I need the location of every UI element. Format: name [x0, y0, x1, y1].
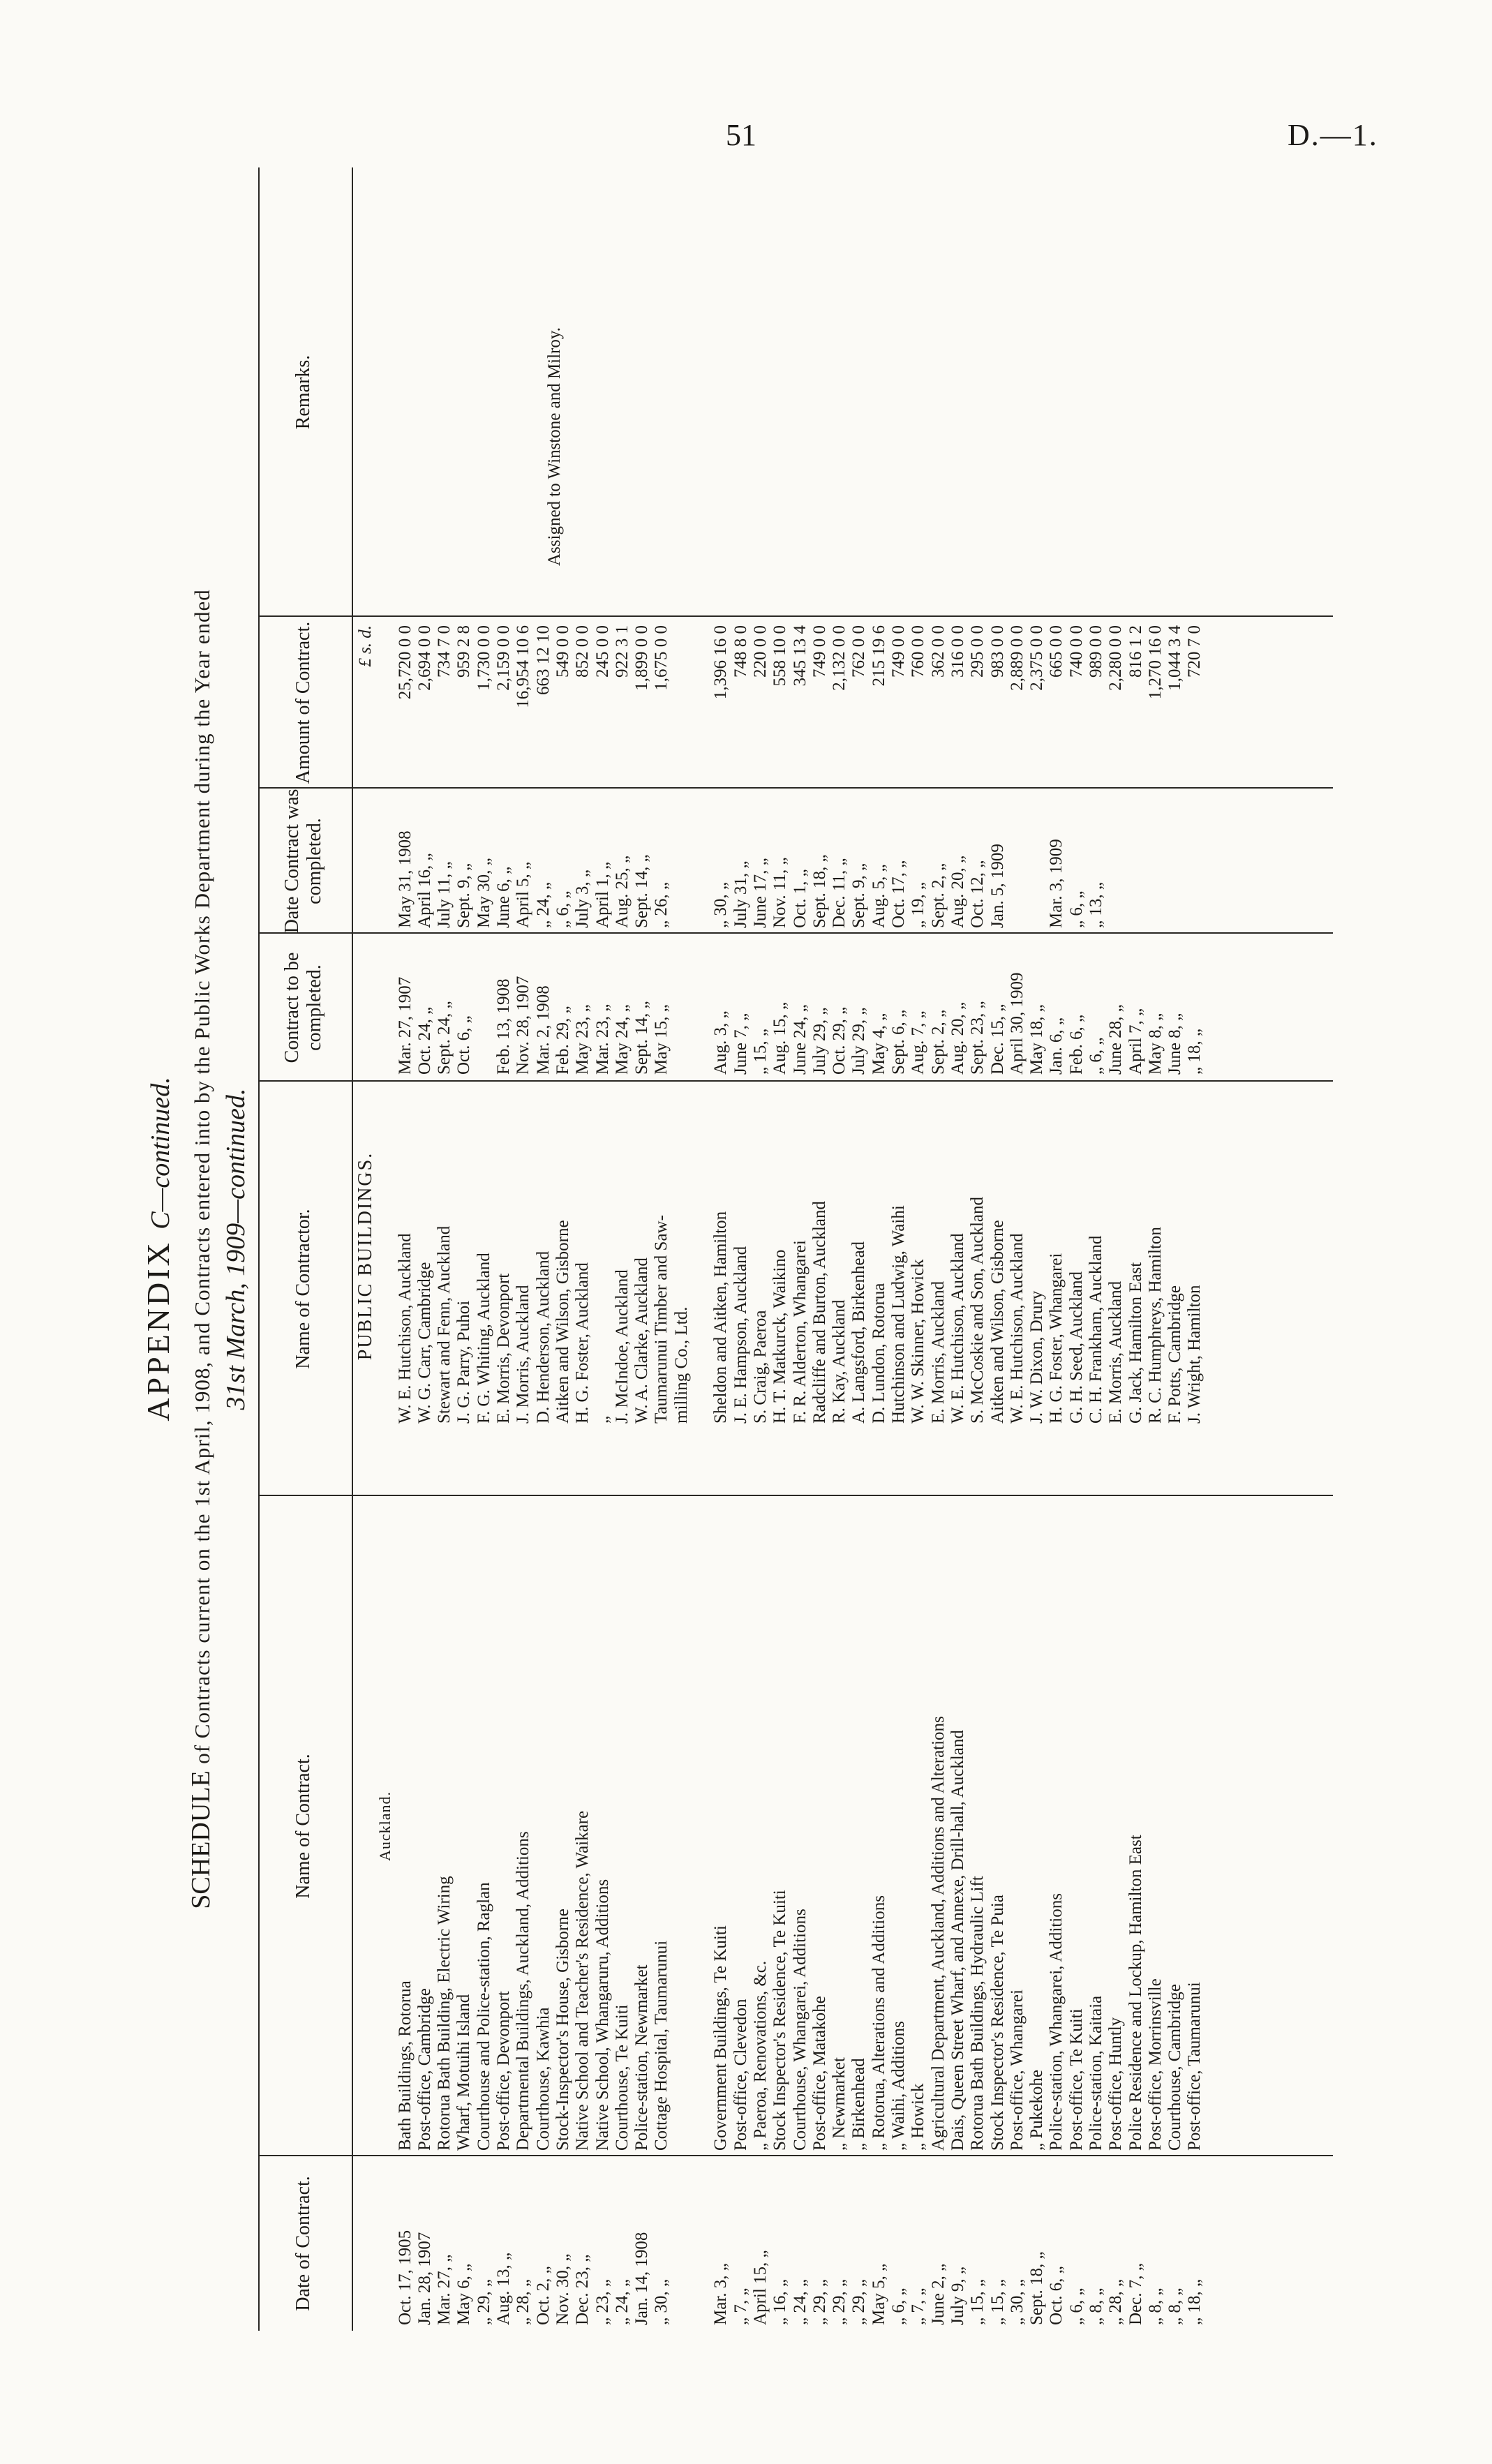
amount-cell: 16,954 10 6: [514, 625, 533, 708]
contract-name-cell: Courthouse and Police-station, Raglan: [474, 1882, 493, 2151]
date-cell: „ 29, „: [810, 2279, 829, 2325]
amount-cell: 295 0 0: [968, 625, 987, 678]
completed-cell: Sept. 9, „: [849, 863, 869, 928]
contractor-cell: F. R. Alderton, Whangarei: [790, 1240, 810, 1424]
contractor-cell: R. C. Humphreys, Hamilton: [1145, 1227, 1165, 1424]
completed-cell: May 31, 1908: [395, 830, 415, 928]
completed-cell: Nov. 11, „: [770, 857, 790, 928]
date-cell: „ 8, „: [1165, 2287, 1185, 2325]
amount-cell: 220 0 0: [750, 625, 770, 678]
subtitle-line-1-text: of Contracts current on the 1st April, 1908, and Contracts entered into by the Public Works Department during the Year ended: [190, 589, 214, 1764]
date-cell: „ 30, „: [652, 2279, 671, 2325]
contract-name-cell: Cottage Hospital, Taumarunui: [652, 1940, 671, 2151]
contractor-cell: E. Morris, Auckland: [1106, 1280, 1126, 1424]
to-be-completed-cell: Sept. 2, „: [928, 1009, 948, 1075]
completed-cell: „ 6, „: [1066, 890, 1086, 928]
completed-cell: July 11, „: [435, 861, 454, 928]
table-row: [948, 167, 968, 2331]
to-be-completed-cell: Aug. 20, „: [948, 1001, 967, 1075]
date-cell: Oct. 2, „: [533, 2266, 553, 2325]
to-be-completed-cell: April 7, „: [1126, 1008, 1145, 1075]
completed-cell: May 30, „: [474, 858, 493, 928]
contract-name-cell: Post-office, Cambridge: [415, 1988, 434, 2151]
completed-cell: Jan. 5, 1909: [987, 844, 1007, 928]
table-row: [1067, 167, 1087, 2331]
amount-cell: 558 10 0: [770, 625, 790, 687]
contract-name-cell: „ Paeroa, Renovations, &c.: [750, 1960, 770, 2151]
table-row: [791, 167, 810, 2331]
date-cell: April 15, „: [750, 2250, 770, 2325]
contractor-cell: W. W. Skinner, Howick: [909, 1259, 928, 1424]
contractor-cell: E. Morris, Devonport: [494, 1273, 514, 1424]
to-be-completed-cell: May 8, „: [1145, 1013, 1165, 1075]
date-cell: „ 8, „: [1145, 2287, 1165, 2325]
completed-cell: „ 26, „: [652, 882, 671, 928]
completed-cell: Aug. 5, „: [869, 864, 888, 928]
amount-cell: 989 0 0: [1086, 625, 1105, 678]
amount-cell: 1,044 3 4: [1165, 625, 1185, 691]
to-be-completed-cell: Oct. 24, „: [415, 1006, 434, 1075]
table-row: [1106, 167, 1126, 2331]
table-row: [396, 167, 415, 2331]
to-be-completed-cell: June 7, „: [731, 1013, 750, 1075]
title-suffix: C—continued.: [146, 1077, 175, 1230]
date-cell: Jan. 28, 1907: [415, 2232, 434, 2325]
date-cell: Jan. 14, 1908: [632, 2232, 652, 2325]
completed-cell: April 1, „: [592, 861, 612, 928]
to-be-completed-cell: Mar. 2, 1908: [533, 985, 553, 1075]
contract-name-cell: Courthouse, Whangarei, Additions: [790, 1909, 810, 2151]
table-row: [849, 167, 869, 2331]
contractor-cell: milling Co., Ltd.: [671, 1306, 691, 1424]
data-rows: [396, 167, 1205, 2331]
row-spacer: [692, 167, 711, 2331]
contract-name-cell: Post-office, Te Kuiti: [1066, 2008, 1086, 2151]
contract-name-cell: Rotorua Bath Building, Electric Wiring: [435, 1876, 454, 2151]
amount-cell: 663 12 10: [533, 625, 553, 695]
contractor-cell: H. T. Matkurck, Waikino: [770, 1249, 790, 1424]
contract-name-cell: Post-office, Huntly: [1106, 2017, 1126, 2151]
header-to-be-completed: Contract to be completed.: [281, 952, 325, 1063]
to-be-completed-cell: May 23, „: [573, 1004, 592, 1075]
table-row: [632, 167, 652, 2331]
title-main: APPENDIX: [140, 1240, 176, 1421]
contract-name-cell: Post-office, Devonport: [494, 1991, 514, 2151]
table-row: [1146, 167, 1165, 2331]
date-cell: „ 7, „: [909, 2287, 928, 2325]
amount-cell: 748 8 0: [731, 625, 750, 678]
to-be-completed-cell: Feb. 13, 1908: [494, 978, 514, 1075]
table-row: [1008, 167, 1027, 2331]
contract-name-cell: Post-office, Taumarunui: [1185, 1982, 1204, 2151]
table-row: [672, 167, 692, 2331]
to-be-completed-cell: July 29, „: [849, 1007, 869, 1075]
table-row: [1027, 167, 1047, 2331]
contract-name-cell: Police Residence and Lockup, Hamilton East: [1126, 1835, 1145, 2151]
contractor-cell: J. Wright, Hamilton: [1185, 1285, 1204, 1424]
date-cell: „ 6, „: [889, 2287, 909, 2325]
region-heading-row: [375, 167, 395, 2331]
completed-cell: Aug. 25, „: [612, 855, 632, 928]
contract-name-cell: Post-office, Matakohe: [810, 1996, 829, 2151]
to-be-completed-cell: Aug. 7, „: [909, 1010, 928, 1075]
table-row: [613, 167, 632, 2331]
header-contract: Name of Contract.: [292, 1754, 314, 1899]
table-row: [751, 167, 770, 2331]
amount-cell: 720 7 0: [1185, 625, 1204, 678]
contractor-cell: Stewart and Fenn, Auckland: [435, 1225, 454, 1424]
completed-cell: Oct. 1, „: [790, 869, 810, 928]
to-be-completed-cell: Sept. 6, „: [889, 1009, 909, 1075]
to-be-completed-cell: July 29, „: [810, 1007, 829, 1075]
currency-header: £ s. d.: [356, 625, 375, 667]
date-cell: „ 29, „: [474, 2279, 493, 2325]
to-be-completed-cell: Feb. 29, „: [553, 1006, 572, 1075]
date-cell: „ 8, „: [1086, 2287, 1105, 2325]
section-auckland: Auckland.: [376, 1791, 394, 1862]
date-cell: July 9, „: [948, 2266, 967, 2325]
contractor-cell: W. A. Clarke, Auckland: [632, 1257, 652, 1424]
completed-cell: Sept. 2, „: [928, 863, 948, 928]
contractor-cell: W. E. Hutchison, Auckland: [395, 1233, 415, 1424]
amount-cell: 2,280 0 0: [1106, 625, 1126, 691]
completed-cell: „ 24, „: [533, 882, 553, 928]
contract-name-cell: Post-office, Whangarei: [1007, 1989, 1027, 2151]
contractor-cell: F. G. Whiting, Auckland: [474, 1253, 493, 1424]
contract-name-cell: Wharf, Motuihi Island: [454, 1994, 474, 2151]
table-row: [573, 167, 592, 2331]
date-cell: Mar. 3, „: [711, 2263, 731, 2325]
amount-cell: 316 0 0: [948, 625, 967, 678]
contractor-cell: J. McIndoe, Auckland: [612, 1269, 632, 1424]
contract-name-cell: Courthouse, Te Kuiti: [612, 2004, 632, 2151]
amount-cell: 2,694 0 0: [415, 625, 434, 691]
contractor-cell: W. G. Carr, Cambridge: [415, 1262, 434, 1424]
date-cell: „ 23, „: [592, 2279, 612, 2325]
amount-cell: 549 0 0: [553, 625, 572, 678]
to-be-completed-cell: Oct. 29, „: [830, 1006, 849, 1075]
completed-cell: June 6, „: [494, 866, 514, 928]
contract-name-cell: Courthouse, Kawhia: [533, 2007, 553, 2151]
to-be-completed-cell: May 24, „: [612, 1004, 632, 1075]
contractor-cell: W. E. Hutchison, Auckland: [1007, 1233, 1027, 1424]
to-be-completed-cell: Dec. 15, „: [987, 1003, 1007, 1075]
completed-cell: Sept. 18, „: [810, 854, 829, 928]
contract-name-cell: Dais, Queen Street Wharf, and Annexe, Drill-hall, Auckland: [948, 1730, 967, 2151]
contractor-cell: H. G. Foster, Whangarei: [1047, 1253, 1066, 1424]
contractor-cell: Aitken and Wilson, Gisborne: [987, 1220, 1007, 1424]
contract-name-cell: „ Pukekohe: [1027, 2070, 1047, 2151]
contract-name-cell: Government Buildings, Te Kuiti: [711, 1925, 731, 2151]
table-row: [514, 167, 533, 2331]
to-be-completed-cell: Oct. 6, „: [454, 1015, 474, 1075]
amount-cell: 983 0 0: [987, 625, 1007, 678]
date-cell: „ 24, „: [612, 2279, 632, 2325]
amount-cell: 362 0 0: [928, 625, 948, 678]
contractor-cell: E. Morris, Auckland: [928, 1280, 948, 1424]
table-row: [810, 167, 830, 2331]
to-be-completed-cell: Nov. 28, 1907: [514, 976, 533, 1075]
amount-cell: 2,132 0 0: [830, 625, 849, 691]
to-be-completed-cell: Jan. 6, „: [1047, 1017, 1066, 1075]
date-cell: „ 7, „: [731, 2287, 750, 2325]
completed-cell: „ 19, „: [909, 882, 928, 928]
table-row: [1185, 167, 1204, 2331]
amount-cell: 749 0 0: [810, 625, 829, 678]
to-be-completed-cell: May 15, „: [652, 1004, 671, 1075]
date-cell: „ 15, „: [968, 2279, 987, 2325]
completed-cell: April 16, „: [415, 853, 434, 928]
amount-cell: 2,889 0 0: [1007, 625, 1027, 691]
table-row: [909, 167, 928, 2331]
table-row: [770, 167, 790, 2331]
contract-name-cell: Post-office, Morrinsville: [1145, 1978, 1165, 2151]
amount-cell: 749 0 0: [889, 625, 909, 678]
to-be-completed-cell: June 24, „: [790, 1004, 810, 1075]
contract-name-cell: „ Rotorua, Alterations and Additions: [869, 1895, 888, 2151]
section-heading-row: [356, 167, 375, 2331]
amount-cell: 1,899 0 0: [632, 625, 652, 691]
document-code: D.—1.: [1288, 118, 1378, 152]
section-public-buildings: PUBLIC BUILDINGS.: [355, 1151, 376, 1361]
table-row: [593, 167, 613, 2331]
to-be-completed-cell: „ 15, „: [750, 1029, 770, 1075]
contract-name-cell: Police-station, Newmarket: [632, 1964, 652, 2151]
contractor-cell: Taumarunui Timber and Saw-: [652, 1215, 671, 1424]
table-row: [415, 167, 435, 2331]
contract-name-cell: Stock Inspector's Residence, Te Puia: [987, 1895, 1007, 2151]
contract-name-cell: „ Howick: [909, 2083, 928, 2151]
contractor-cell: F. Potts, Cambridge: [1165, 1285, 1185, 1424]
completed-cell: „ 6, „: [553, 890, 572, 928]
amount-cell: 760 0 0: [909, 625, 928, 678]
date-cell: Mar. 27, „: [435, 2254, 454, 2325]
contract-name-cell: „ Newmarket: [830, 2057, 849, 2151]
to-be-completed-cell: Aug. 3, „: [711, 1010, 731, 1075]
header-contractor: Name of Contractor.: [292, 1209, 314, 1369]
contractor-cell: „: [592, 1415, 612, 1424]
header-date: Date of Contract.: [292, 2176, 314, 2311]
contractor-cell: C. H. Frankham, Auckland: [1086, 1235, 1105, 1424]
contract-name-cell: Stock Inspector's Residence, Te Kuiti: [770, 1890, 790, 2151]
date-cell: „ 6, „: [1066, 2287, 1086, 2325]
date-cell: Sept. 18, „: [1027, 2251, 1047, 2325]
contract-name-cell: Stock-Inspector's House, Gisborne: [553, 1909, 572, 2151]
completed-cell: Oct. 12, „: [968, 860, 987, 928]
completed-cell: Sept. 9, „: [454, 863, 474, 928]
contract-name-cell: Police-station, Whangarei, Additions: [1047, 1893, 1066, 2151]
completed-cell: Oct. 17, „: [889, 860, 909, 928]
contract-name-cell: Rotorua Bath Buildings, Hydraulic Lift: [968, 1876, 987, 2151]
amount-cell: 762 0 0: [849, 625, 869, 678]
contract-name-cell: Native School and Teacher's Residence, Waikare: [573, 1810, 592, 2151]
date-cell: Dec. 23, „: [573, 2254, 592, 2325]
subtitle-line-1: [184, 167, 219, 2331]
amount-cell: 1,396 16 0: [711, 625, 731, 700]
contractor-cell: A. Langsford, Birkenhead: [849, 1241, 869, 1424]
amount-cell: 816 1 2: [1126, 625, 1145, 678]
table-row: [475, 167, 494, 2331]
amount-cell: 734 7 0: [435, 625, 454, 678]
table-row: [435, 167, 454, 2331]
contractor-cell: J. E. Hampson, Auckland: [731, 1246, 750, 1424]
date-cell: „ 28, „: [1106, 2279, 1126, 2325]
to-be-completed-cell: Mar. 27, 1907: [395, 976, 415, 1075]
contract-name-cell: „ Waihi, Additions: [889, 2021, 909, 2151]
contractor-cell: J. W. Dixon, Drury: [1027, 1290, 1047, 1424]
page-number: 51: [726, 118, 756, 152]
contractor-cell: R. Kay, Auckland: [830, 1299, 849, 1424]
date-cell: Oct. 17, 1905: [395, 2230, 415, 2325]
table-row: [1126, 167, 1146, 2331]
table-row: [988, 167, 1008, 2331]
amount-cell: 2,375 0 0: [1027, 625, 1047, 691]
to-be-completed-cell: Sept. 23, „: [968, 1001, 987, 1075]
to-be-completed-cell: Aug. 15, „: [770, 1001, 790, 1075]
header-amount: Amount of Contract.: [292, 621, 314, 784]
table-row: [929, 167, 948, 2331]
table-row: [1165, 167, 1185, 2331]
contract-name-cell: Bath Buildings, Rotorua: [395, 1980, 415, 2151]
contractor-cell: J. G. Parry, Puhoi: [454, 1300, 474, 1424]
to-be-completed-cell: Sept. 14, „: [632, 1001, 652, 1075]
remark-assigned: Assigned to Winstone and Milroy.: [545, 327, 564, 567]
table-row: [494, 167, 514, 2331]
contractor-cell: G. H. Seed, Auckland: [1066, 1271, 1086, 1424]
completed-cell: June 17, „: [750, 858, 770, 928]
table-row: [968, 167, 987, 2331]
contract-name-cell: Courthouse, Cambridge: [1165, 1984, 1185, 2151]
date-cell: Dec. 7, „: [1126, 2263, 1145, 2325]
table-row: [731, 167, 751, 2331]
page-subtitle: [184, 167, 253, 2331]
amount-cell: 2,159 0 0: [494, 625, 514, 691]
subtitle-line-2: 31st March, 1909—continued.: [221, 1088, 251, 1410]
amount-cell: 922 3 1: [612, 625, 632, 678]
to-be-completed-cell: May 18, „: [1027, 1004, 1047, 1075]
amount-cell: 215 19 6: [869, 625, 888, 687]
date-cell: Nov. 30, „: [553, 2253, 572, 2325]
date-cell: Aug. 13, „: [494, 2252, 514, 2325]
table-row: [652, 167, 671, 2331]
to-be-completed-cell: Feb. 6, „: [1066, 1014, 1086, 1075]
amount-cell: 740 0 0: [1066, 625, 1086, 678]
table-row: [454, 167, 474, 2331]
date-cell: „ 29, „: [849, 2279, 869, 2325]
amount-cell: 959 2 8: [454, 625, 474, 678]
contractor-cell: Radcliffe and Burton, Auckland: [810, 1201, 829, 1424]
completed-cell: „ 13, „: [1086, 882, 1105, 928]
contract-name-cell: „ Birkenhead: [849, 2058, 869, 2151]
amount-cell: 245 0 0: [592, 625, 612, 678]
completed-cell: July 3, „: [573, 869, 592, 928]
table-row: [830, 167, 849, 2331]
table-row: [889, 167, 909, 2331]
contract-name-cell: Departmental Buildings, Auckland, Additions: [514, 1831, 533, 2151]
contractor-cell: W. E. Hutchison, Auckland: [948, 1233, 967, 1424]
to-be-completed-cell: „ 18, „: [1185, 1029, 1204, 1075]
date-cell: June 2, „: [928, 2263, 948, 2325]
contract-name-cell: Agricultural Department, Auckland, Additions and Alterations: [928, 1716, 948, 2151]
date-cell: „ 18, „: [1185, 2279, 1204, 2325]
contract-name-cell: Post-office, Clevedon: [731, 1999, 750, 2151]
contractor-cell: Hutchinson and Ludwig, Waihi: [889, 1205, 909, 1424]
completed-cell: July 31, „: [731, 860, 750, 928]
date-cell: „ 24, „: [790, 2279, 810, 2325]
page-title: [140, 167, 177, 2331]
to-be-completed-cell: April 30, 1909: [1007, 972, 1027, 1075]
subtitle-schedule: SCHEDULE: [186, 1770, 216, 1909]
date-cell: „ 29, „: [830, 2279, 849, 2325]
table-row: [1087, 167, 1106, 2331]
to-be-completed-cell: Mar. 23, „: [592, 1003, 612, 1075]
table-row: [1047, 167, 1066, 2331]
contractor-cell: J. Morris, Auckland: [514, 1285, 533, 1424]
date-cell: May 6, „: [454, 2263, 474, 2325]
table-body: [356, 167, 1205, 2331]
header-remarks: Remarks.: [292, 354, 314, 430]
contractor-cell: S. McCoskie and Son, Auckland: [968, 1197, 987, 1424]
completed-cell: Aug. 20, „: [948, 855, 967, 928]
completed-cell: April 5, „: [514, 861, 533, 928]
to-be-completed-cell: May 4, „: [869, 1013, 888, 1075]
completed-cell: „ 30, „: [711, 882, 731, 928]
rotated-page: [140, 167, 1340, 2331]
contractor-cell: Aitken and Wilson, Gisborne: [553, 1220, 572, 1424]
amount-cell: 1,730 0 0: [474, 625, 493, 691]
contractor-cell: D. Lundon, Rotorua: [869, 1283, 888, 1424]
header-completed: Date Contract was completed.: [281, 789, 325, 934]
amount-cell: 852 0 0: [573, 625, 592, 678]
amount-cell: 1,270 16 0: [1145, 625, 1165, 700]
contractor-cell: H. G. Foster, Auckland: [573, 1262, 592, 1424]
date-cell: „ 30, „: [1007, 2279, 1027, 2325]
contract-name-cell: Police-station, Kaitaia: [1086, 1995, 1105, 2151]
date-cell: „ 15, „: [987, 2279, 1007, 2325]
date-cell: Oct. 6, „: [1047, 2266, 1066, 2325]
to-be-completed-cell: June 8, „: [1165, 1013, 1185, 1075]
amount-cell: 345 13 4: [790, 625, 810, 687]
contracts-table: [258, 167, 1333, 2331]
completed-cell: Sept. 14, „: [632, 854, 652, 928]
contractor-cell: S. Craig, Paeroa: [750, 1310, 770, 1424]
contractor-cell: D. Henderson, Auckland: [533, 1250, 553, 1424]
table-row: [711, 167, 731, 2331]
amount-cell: 25,720 0 0: [395, 625, 415, 700]
completed-cell: Mar. 3, 1909: [1047, 839, 1066, 928]
to-be-completed-cell: June 28, „: [1106, 1004, 1126, 1075]
date-cell: „ 16, „: [770, 2279, 790, 2325]
contract-name-cell: Native School, Whangaruru, Additions: [592, 1879, 612, 2151]
date-cell: May 5, „: [869, 2263, 888, 2325]
amount-cell: 1,675 0 0: [652, 625, 671, 691]
amount-cell: 665 0 0: [1047, 625, 1066, 678]
to-be-completed-cell: „ 6, „: [1086, 1037, 1105, 1075]
completed-cell: Dec. 11, „: [830, 858, 849, 928]
date-cell: „ 28, „: [514, 2279, 533, 2325]
table-header-rule: [352, 167, 353, 2331]
contractor-cell: G. Jack, Hamilton East: [1126, 1262, 1145, 1424]
contractor-cell: Sheldon and Aitken, Hamilton: [711, 1211, 731, 1424]
to-be-completed-cell: Sept. 24, „: [435, 1001, 454, 1075]
table-row: [870, 167, 889, 2331]
